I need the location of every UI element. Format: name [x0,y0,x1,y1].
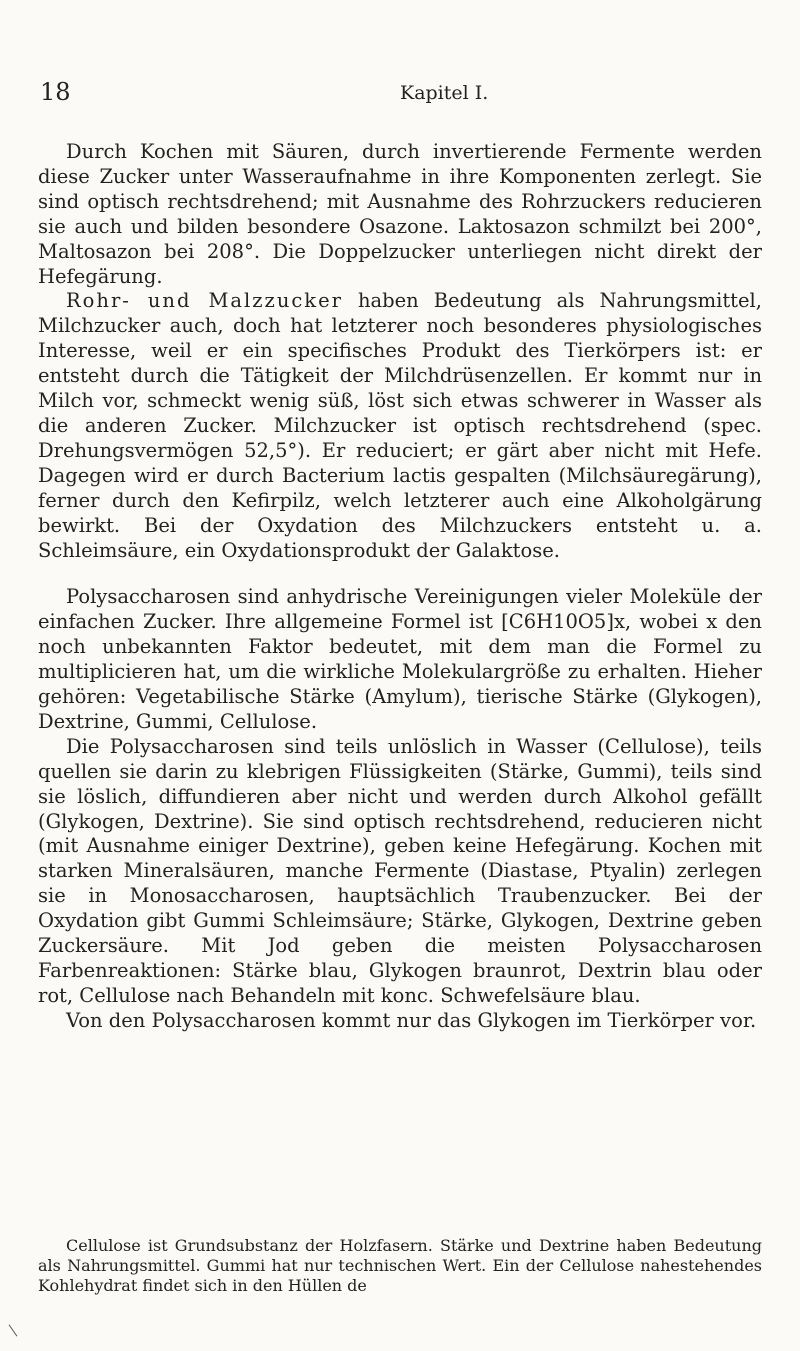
page-number: 18 [40,78,71,106]
paragraph-glycogen: Von den Polysaccharosen kommt nur das Glykogen im Tierkörper vor. [66,1008,757,1032]
running-head: Kapitel I. [400,82,489,104]
paragraph-hydrolysis: Durch Kochen mit Säuren, durch invertierende Fermente werden diese Zucker unter Wasseraufnahme in ihre Komponenten zerlegt. Sie sind optisch rechtsdrehend; mit Ausnahme des Rohrzuckers reducieren sie auch und bilden besondere Osazone. Laktosazon schmilzt bei 200°, Maltosazon bei 208°. Die Doppelzucker unterliegen nicht direkt der Hefegärung. [38,140,762,288]
paragraph-cellulose: Cellulose ist Grundsubstanz der Holzfasern. Stärke und Dextrine haben Bedeutung als Nahrungsmittel. Gummi hat nur technischen Wert. Ein der Cellulose nahestehendes Kohlehydrat findet sich in den Hüllen de [38,1236,762,1295]
footnote-text [38,1236,762,1296]
margin-mark [9,1324,18,1336]
lead-term: Rohr- und Malzzucker [66,289,343,313]
paragraph-milk-sugar [38,289,762,563]
paragraph-properties: Die Polysaccharosen sind teils unlöslich in Wasser (Cellulose), teils quellen sie darin zu klebrigen Flüssigkeiten (Stärke, Gummi), teils sind sie löslich, diffundieren aber nicht und werden durch Alkohol gefällt (Glykogen, Dextrine). Sie sind optisch rechtsdrehend, reducieren nicht (mit Ausnahme einiger Dextrine), geben keine Hefegärung. Kochen mit starken Mineralsäuren, manche Fermente (Diastase, Ptyalin) zerlegen sie in Monosaccharosen, hauptsächlich Traubenzucker. Bei der Oxydation gibt Gummi Schleimsäure; Stärke, Glykogen, Dextrine geben Zuckersäure. Mit Jod geben die meisten Polysaccharosen Farbenreaktionen: Stärke blau, Glykogen braunrot, Dextrin blau oder rot, Cellulose nach Behandeln mit konc. Schwefelsäure blau. [38,734,762,1007]
paragraph-polysaccharides: Polysaccharosen sind anhydrische Vereinigungen vieler Moleküle der einfachen Zucker. Ihre allgemeine Formel ist [C6H10O5]x, wobei x den noch unbekannten Faktor bedeutet, mit dem man die Formel zu multiplicieren hat, um die wirkliche Molekulargröße zu erhalten. Hieher gehören: Vegetabilische Stärke (Amylum), tierische Stärke (Glykogen), Dextrine, Gummi, Cellulose. [38,585,762,733]
paragraph-body: haben Bedeutung als Nahrungsmittel, Milchzucker auch, doch hat letzterer noch besonderes physiologisches Interesse, weil er ein specifisches Produkt des Tierkörpers ist: er entsteht durch die Tätigkeit der Milchdrüsenzellen. Er kommt nur in Milch vor, schmeckt wenig süß, löst sich etwas schwerer in Wasser als die anderen Zucker. Milchzucker ist optisch rechtsdrehend (spec. Drehungsvermögen 52,5°). Er reduciert; er gärt aber nicht mit Hefe. Dagegen wird er durch Bacterium lactis gespalten (Milchsäuregärung), ferner durch den Kefirpilz, welch letzterer auch eine Alkoholgärung bewirkt. Bei der Oxydation des Milchzuckers entsteht u. a. Schleimsäure, ein Oxydationsprodukt der Galaktose. [38,289,762,562]
main-text [38,140,762,1034]
page-header [40,78,760,118]
